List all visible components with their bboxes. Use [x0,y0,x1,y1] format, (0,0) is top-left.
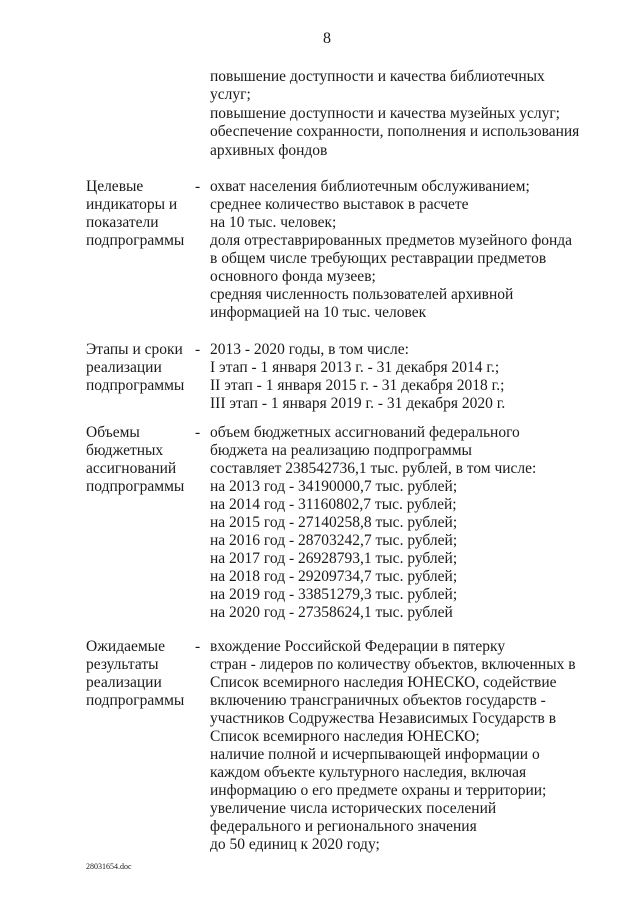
text-line: информацией на 10 тыс. человек [210,304,427,321]
text-line: стран - лидеров по количеству объектов, включенных в [210,656,576,673]
section-label-line: показатели [86,214,159,231]
section-label-line: ассигнований [86,460,177,477]
text-line: на 2014 год - 31160802,7 тыс. рублей; [210,496,457,513]
text-line: на 2019 год - 33851279,3 тыс. рублей; [210,586,458,603]
section-label-line: Ожидаемые [86,638,165,655]
text-line: объем бюджетных ассигнований федерального [210,424,520,441]
section-label-line: реализации [86,359,162,376]
section-label-line: Объемы [86,424,140,441]
text-line: на 10 тыс. человек; [210,214,337,231]
text-line: информацию о его предмете охраны и территории; [210,782,547,799]
text-line: среднее количество выставок в расчете [210,196,469,213]
section-label-line: Целевые [86,178,144,195]
section-label-line: подпрограммы [86,692,185,709]
section-dash: - [195,178,201,195]
text-line: средняя численность пользователей архивной [210,286,514,303]
file-name-footer: 28031654.doc [86,862,132,871]
section-label-line: индикаторы и [86,196,178,213]
text-line: основного фонда музеев; [210,268,376,285]
text-line: вхождение Российской Федерации в пятерку [210,638,506,655]
text-line: I этап - 1 января 2013 г. - 31 декабря 2014 г.; [210,359,500,376]
text-line: на 2020 год - 27358624,1 тыс. рублей [210,604,453,621]
section-label-line: подпрограммы [86,232,185,249]
text-line: на 2018 год - 29209734,7 тыс. рублей; [210,568,458,585]
text-line: повышение доступности и качества музейных услуг; [210,105,560,122]
text-line: в общем числе требующих реставрации предметов [210,250,547,267]
section-label-line: реализации [86,674,162,691]
text-line: III этап - 1 января 2019 г. - 31 декабря 2020 г. [210,395,506,412]
section-label-line: подпрограммы [86,377,185,394]
text-line: II этап - 1 января 2015 г. - 31 декабря 2018 г.; [210,377,505,394]
text-line: Список всемирного наследия ЮНЕСКО; [210,728,480,745]
text-line: услуг; [210,86,251,103]
text-line: федерального и регионального значения [210,818,477,835]
section-label-line: результаты [86,656,159,673]
text-line: участников Содружества Независимых Государств в [210,710,557,727]
section-label-line: бюджетных [86,442,164,459]
text-line: бюджета на реализацию подпрограммы [210,442,472,459]
text-line: доля отреставрированных предметов музейного фонда [210,232,573,249]
text-line: повышение доступности и качества библиотечных [210,68,545,85]
text-line: 2013 - 2020 годы, в том числе: [210,341,409,358]
text-line: составляет 238542736,1 тыс. рублей, в том числе: [210,460,537,477]
text-line: на 2013 год - 34190000,7 тыс. рублей; [210,478,458,495]
text-line: на 2016 год - 28703242,7 тыс. рублей; [210,532,458,549]
section-dash: - [195,341,201,358]
text-line: каждом объекте культурного наследия, включая [210,764,527,781]
section-dash: - [195,638,201,655]
text-line: включению трансграничных объектов государств - [210,692,546,709]
text-line: до 50 единиц к 2020 году; [210,836,380,853]
text-line: на 2015 год - 27140258,8 тыс. рублей; [210,514,458,531]
text-line: на 2017 год - 26928793,1 тыс. рублей; [210,550,458,567]
text-line: обеспечение сохранности, пополнения и использования [210,123,580,140]
text-line: архивных фондов [210,142,328,159]
page-number: 8 [323,30,331,47]
text-line: наличие полной и исчерпывающей информации о [210,746,540,763]
text-line: увеличение числа исторических поселений [210,800,497,817]
section-label-line: Этапы и сроки [86,341,183,358]
section-dash: - [195,424,201,441]
text-line: охват населения библиотечным обслуживанием; [210,178,530,195]
text-line: Список всемирного наследия ЮНЕСКО, содействие [210,674,557,691]
section-label-line: подпрограммы [86,478,185,495]
